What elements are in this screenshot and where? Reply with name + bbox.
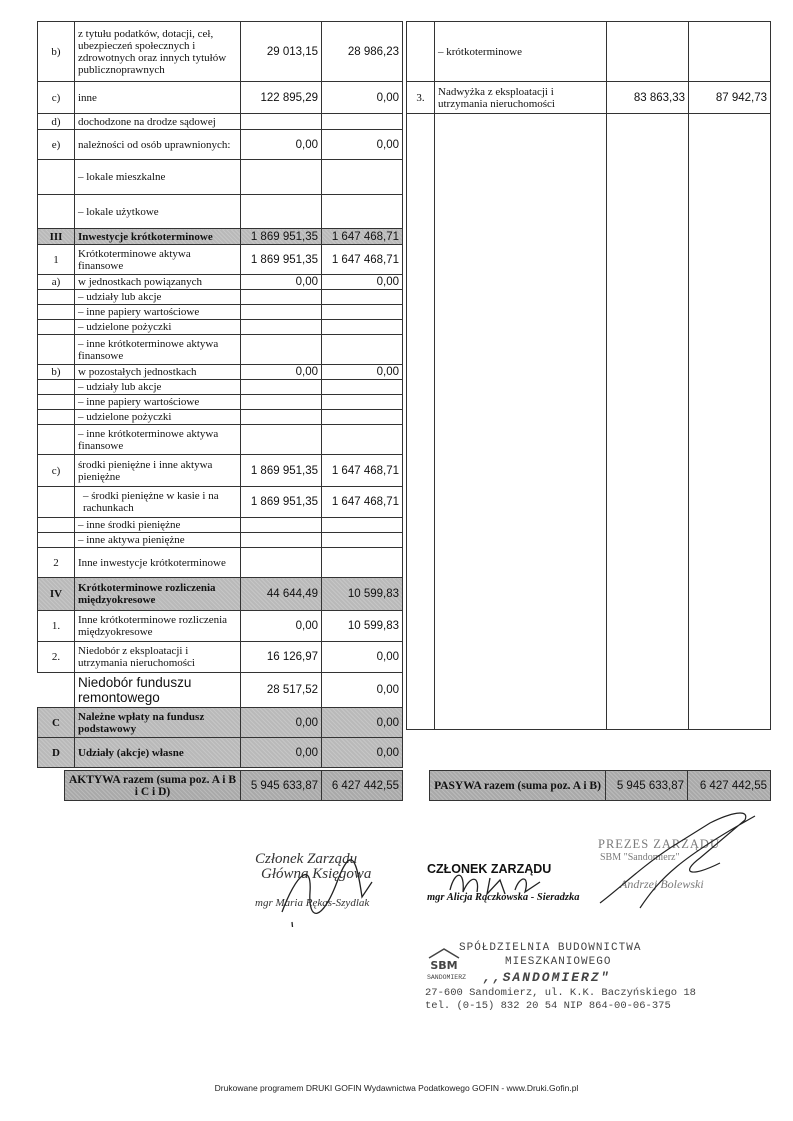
row-id bbox=[38, 320, 75, 335]
liabilities-total-row bbox=[430, 771, 771, 801]
row-label: – inne środki pieniężne bbox=[75, 518, 241, 533]
row-value-previous: 0,00 bbox=[322, 130, 403, 160]
row-id: C bbox=[38, 708, 75, 738]
row-id bbox=[38, 160, 75, 195]
table-row bbox=[38, 160, 403, 195]
row-value-previous: 28 986,23 bbox=[322, 22, 403, 82]
signature-title: CZŁONEK ZARZĄDU bbox=[427, 862, 552, 876]
table-row bbox=[38, 425, 403, 455]
row-label: – inne papiery wartościowe bbox=[75, 305, 241, 320]
row-value-previous bbox=[322, 425, 403, 455]
row-id bbox=[38, 410, 75, 425]
row-label: Inwestycje krótkoterminowe bbox=[75, 229, 241, 245]
row-value-current: 0,00 bbox=[241, 738, 322, 768]
row-value-previous bbox=[322, 533, 403, 548]
row-value-current bbox=[241, 195, 322, 229]
table-row bbox=[407, 22, 771, 82]
row-value-previous: 0,00 bbox=[322, 275, 403, 290]
row-id: 2 bbox=[38, 548, 75, 578]
row-value-previous bbox=[322, 518, 403, 533]
handwritten-signature-1 bbox=[262, 852, 402, 927]
row-id: III bbox=[38, 229, 75, 245]
row-value-previous: 10 599,83 bbox=[322, 611, 403, 642]
row-value-current bbox=[241, 425, 322, 455]
row-label: – inne krótkoterminowe aktywa finansowe bbox=[75, 335, 241, 365]
empty-cell bbox=[435, 114, 607, 730]
table-row bbox=[38, 380, 403, 395]
row-id bbox=[38, 425, 75, 455]
row-value-current bbox=[241, 290, 322, 305]
row-value-current: 0,00 bbox=[241, 708, 322, 738]
table-row bbox=[38, 195, 403, 229]
row-id: e) bbox=[38, 130, 75, 160]
table-row-section bbox=[38, 708, 403, 738]
row-value-previous: 0,00 bbox=[322, 708, 403, 738]
row-id bbox=[38, 533, 75, 548]
row-label: Należne wpłaty na fundusz podstawowy bbox=[75, 708, 241, 738]
table-row bbox=[38, 410, 403, 425]
row-value-previous bbox=[322, 320, 403, 335]
table-row bbox=[38, 518, 403, 533]
table-row bbox=[38, 487, 403, 518]
row-id: c) bbox=[38, 455, 75, 487]
assets-total-table bbox=[64, 770, 403, 801]
row-label: należności od osób uprawnionych: bbox=[75, 130, 241, 160]
signature-organization: SBM "Sandomierz" bbox=[600, 852, 680, 863]
row-value-previous: 0,00 bbox=[322, 82, 403, 114]
row-value-current: 1 869 951,35 bbox=[241, 245, 322, 275]
row-id bbox=[38, 335, 75, 365]
assets-total-previous: 6 427 442,55 bbox=[322, 771, 403, 801]
row-value-previous: 1 647 468,71 bbox=[322, 487, 403, 518]
row-value-current: 0,00 bbox=[241, 130, 322, 160]
table-row bbox=[38, 642, 403, 673]
row-value-current bbox=[241, 395, 322, 410]
table-row-section bbox=[38, 738, 403, 768]
stamp-line-2: MIESZKANIOWEGO bbox=[505, 956, 612, 968]
page-footer: Drukowane programem DRUKI GOFIN Wydawnictwa Podatkowego GOFIN - www.Druki.Gofin.pl bbox=[214, 1083, 579, 1093]
row-id: 1 bbox=[38, 245, 75, 275]
row-label: środki pieniężne i inne aktywa pieniężne bbox=[75, 455, 241, 487]
row-value-previous: 1 647 468,71 bbox=[322, 229, 403, 245]
row-id: a) bbox=[38, 275, 75, 290]
row-id: b) bbox=[38, 365, 75, 380]
signature-name: Andrzej Bolewski bbox=[620, 877, 704, 891]
assets-table bbox=[37, 21, 403, 768]
stamp-address: 27-600 Sandomierz, ul. K.K. Baczyńskiego 18 bbox=[425, 987, 696, 999]
row-value-previous bbox=[322, 395, 403, 410]
row-label: – lokale mieszkalne bbox=[75, 160, 241, 195]
table-row bbox=[407, 82, 771, 114]
row-value-previous: 0,00 bbox=[322, 642, 403, 673]
empty-cell bbox=[689, 114, 771, 730]
row-id: c) bbox=[38, 82, 75, 114]
liabilities-table bbox=[406, 21, 771, 730]
row-value-previous bbox=[322, 380, 403, 395]
row-id bbox=[38, 290, 75, 305]
row-value-current bbox=[241, 410, 322, 425]
liabilities-total-previous: 6 427 442,55 bbox=[688, 771, 771, 801]
row-label: inne bbox=[75, 82, 241, 114]
table-row bbox=[38, 305, 403, 320]
table-row bbox=[38, 275, 403, 290]
row-value-previous bbox=[322, 410, 403, 425]
signature-name: mgr Maria Rękas-Szydlak bbox=[255, 897, 370, 909]
row-value-current: 122 895,29 bbox=[241, 82, 322, 114]
row-id: 1. bbox=[38, 611, 75, 642]
row-id bbox=[38, 380, 75, 395]
row-value-previous bbox=[322, 195, 403, 229]
row-value-current: 28 517,52 bbox=[241, 673, 322, 708]
row-label: – udzielone pożyczki bbox=[75, 410, 241, 425]
row-value-previous: 0,00 bbox=[322, 673, 403, 708]
table-row bbox=[38, 455, 403, 487]
stamp-contact: tel. (0-15) 832 20 54 NIP 864-00-06-375 bbox=[425, 1000, 671, 1012]
row-value-previous: 0,00 bbox=[322, 738, 403, 768]
signature-title: PREZES ZARZĄDU bbox=[598, 837, 720, 851]
table-row bbox=[38, 130, 403, 160]
row-value-current bbox=[241, 380, 322, 395]
row-id bbox=[38, 487, 75, 518]
stamp-line-1: SPÓŁDZIELNIA BUDOWNICTWA bbox=[459, 942, 642, 954]
row-id bbox=[38, 305, 75, 320]
table-row bbox=[38, 533, 403, 548]
row-id: D bbox=[38, 738, 75, 768]
table-row bbox=[38, 335, 403, 365]
row-id: 2. bbox=[38, 642, 75, 673]
table-row bbox=[38, 320, 403, 335]
liabilities-table-body bbox=[407, 22, 771, 730]
row-value-current bbox=[241, 335, 322, 365]
row-value-previous bbox=[322, 305, 403, 320]
row-id bbox=[38, 673, 75, 708]
row-label: Niedobór funduszu remontowego bbox=[75, 673, 241, 708]
row-id bbox=[407, 22, 435, 82]
row-label: Inne inwestycje krótkoterminowe bbox=[75, 548, 241, 578]
row-value-current bbox=[241, 548, 322, 578]
stamp-line-3: ,,SANDOMIERZ" bbox=[483, 970, 611, 985]
row-value-current: 83 863,33 bbox=[607, 82, 689, 114]
cooperative-logo bbox=[427, 948, 461, 972]
row-value-current: 0,00 bbox=[241, 611, 322, 642]
row-value-current: 1 869 951,35 bbox=[241, 487, 322, 518]
table-row-section bbox=[38, 578, 403, 611]
stamp-logo-caption: SANDOMIERZ bbox=[427, 974, 467, 981]
row-label: Krótkoterminowe aktywa finansowe bbox=[75, 245, 241, 275]
row-value-previous bbox=[322, 160, 403, 195]
row-value-current bbox=[241, 533, 322, 548]
table-row-section bbox=[38, 229, 403, 245]
table-row bbox=[38, 245, 403, 275]
assets-total-label: AKTYWA razem (suma poz. A i B i C i D) bbox=[65, 771, 241, 801]
liabilities-total-label: PASYWA razem (suma poz. A i B) bbox=[430, 771, 606, 801]
row-value-current bbox=[241, 305, 322, 320]
handwritten-signature-2 bbox=[445, 870, 555, 900]
row-label: – udziały lub akcje bbox=[75, 380, 241, 395]
row-value-previous bbox=[322, 548, 403, 578]
table-row bbox=[38, 22, 403, 82]
row-id bbox=[38, 395, 75, 410]
table-row bbox=[38, 290, 403, 305]
signature-name: mgr Alicja Rączkowska - Sieradzka bbox=[427, 892, 580, 903]
row-label: Inne krótkoterminowe rozliczenia międzyokresowe bbox=[75, 611, 241, 642]
row-value-previous: 0,00 bbox=[322, 365, 403, 380]
table-row-empty bbox=[407, 114, 771, 730]
row-value-current: 0,00 bbox=[241, 365, 322, 380]
row-id: 3. bbox=[407, 82, 435, 114]
row-label: – inne krótkoterminowe aktywa finansowe bbox=[75, 425, 241, 455]
row-id bbox=[38, 518, 75, 533]
signature-title: Członek Zarządu bbox=[255, 851, 358, 867]
table-row bbox=[38, 548, 403, 578]
row-value-previous bbox=[322, 335, 403, 365]
row-label: – inne papiery wartościowe bbox=[75, 395, 241, 410]
row-label: Krótkoterminowe rozliczenia międzyokresowe bbox=[75, 578, 241, 611]
row-label: – lokale użytkowe bbox=[75, 195, 241, 229]
row-label: w pozostałych jednostkach bbox=[75, 365, 241, 380]
row-label: – udzielone pożyczki bbox=[75, 320, 241, 335]
row-value-previous: 87 942,73 bbox=[689, 82, 771, 114]
row-id: d) bbox=[38, 114, 75, 130]
row-value-current bbox=[241, 160, 322, 195]
row-label: Nadwyżka z eksploatacji i utrzymania nieruchomości bbox=[435, 82, 607, 114]
row-value-current: 1 869 951,35 bbox=[241, 455, 322, 487]
row-value-current bbox=[607, 22, 689, 82]
row-id: IV bbox=[38, 578, 75, 611]
row-value-current: 29 013,15 bbox=[241, 22, 322, 82]
row-label: z tytułu podatków, dotacji, ceł, ubezpieczeń społecznych i zdrowotnych oraz innych tytułów publicznoprawnych bbox=[75, 22, 241, 82]
table-row bbox=[38, 673, 403, 708]
row-value-current bbox=[241, 518, 322, 533]
table-row bbox=[38, 82, 403, 114]
row-value-current bbox=[241, 114, 322, 130]
row-id bbox=[38, 195, 75, 229]
row-value-previous: 1 647 468,71 bbox=[322, 245, 403, 275]
row-value-previous bbox=[689, 22, 771, 82]
empty-cell bbox=[607, 114, 689, 730]
signature-subtitle: Główna Księgowa bbox=[261, 866, 372, 882]
row-label: Udziały (akcje) własne bbox=[75, 738, 241, 768]
empty-cell bbox=[407, 114, 435, 730]
row-label: w jednostkach powiązanych bbox=[75, 275, 241, 290]
row-label: Niedobór z eksploatacji i utrzymania nieruchomości bbox=[75, 642, 241, 673]
row-value-previous bbox=[322, 114, 403, 130]
logo-text: SBM bbox=[430, 959, 458, 972]
row-label: – inne aktywa pieniężne bbox=[75, 533, 241, 548]
row-label: – udziały lub akcje bbox=[75, 290, 241, 305]
table-row bbox=[38, 365, 403, 380]
liabilities-total-table bbox=[429, 770, 771, 801]
table-row bbox=[38, 114, 403, 130]
row-value-previous: 1 647 468,71 bbox=[322, 455, 403, 487]
row-value-current: 0,00 bbox=[241, 275, 322, 290]
row-value-current: 44 644,49 bbox=[241, 578, 322, 611]
row-id: b) bbox=[38, 22, 75, 82]
table-row bbox=[38, 395, 403, 410]
assets-table-body bbox=[38, 22, 403, 768]
assets-total-row bbox=[65, 771, 403, 801]
liabilities-total-current: 5 945 633,87 bbox=[606, 771, 688, 801]
row-value-current bbox=[241, 320, 322, 335]
table-row bbox=[38, 611, 403, 642]
handwritten-signature-3 bbox=[580, 808, 770, 918]
assets-total-current: 5 945 633,87 bbox=[241, 771, 322, 801]
row-label: dochodzone na drodze sądowej bbox=[75, 114, 241, 130]
row-label: – środki pieniężne w kasie i na rachunkach bbox=[75, 487, 241, 518]
row-value-current: 1 869 951,35 bbox=[241, 229, 322, 245]
row-value-previous bbox=[322, 290, 403, 305]
row-value-previous: 10 599,83 bbox=[322, 578, 403, 611]
row-label: – krótkoterminowe bbox=[435, 22, 607, 82]
row-value-current: 16 126,97 bbox=[241, 642, 322, 673]
